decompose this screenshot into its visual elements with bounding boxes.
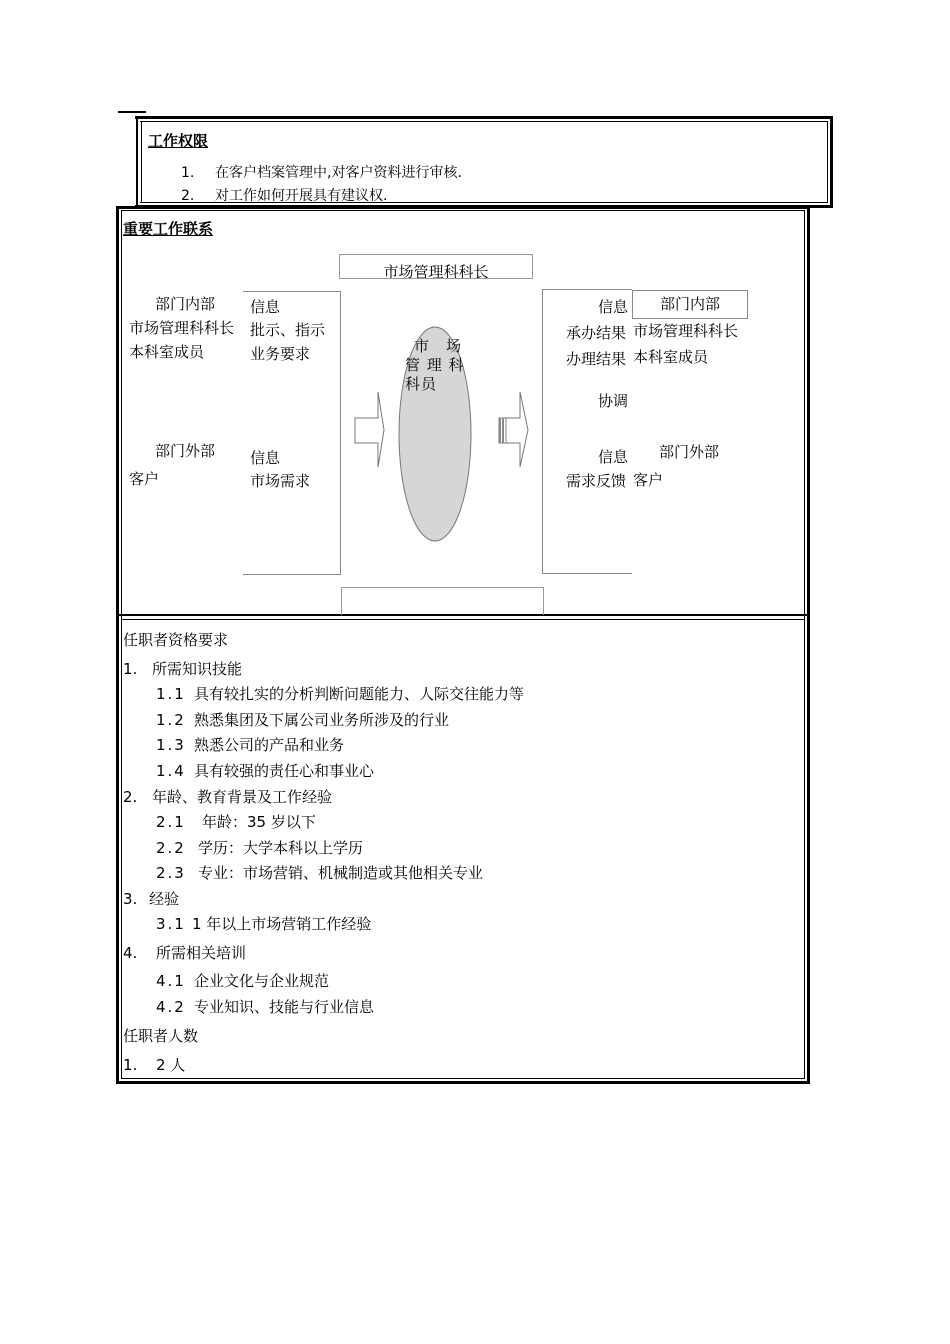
authority-item-number: 1. xyxy=(181,165,195,181)
section-divider-inner xyxy=(121,619,805,620)
left-internal-line: 市场管理科科长 xyxy=(129,319,235,337)
item-number: 2.1 xyxy=(156,813,186,831)
left-internal-info: 信息 xyxy=(250,298,281,316)
item-text: 企业文化与企业规范 xyxy=(194,972,330,990)
item-number: 4.1 xyxy=(156,972,186,990)
item-text: 专业知识、技能与行业信息 xyxy=(194,998,375,1016)
group-label: 经验 xyxy=(149,890,180,908)
item-text: 年龄：35 岁以下 xyxy=(202,813,316,831)
left-external-heading: 部门外部 xyxy=(155,442,216,460)
headcount-title: 任职者人数 xyxy=(123,1027,199,1045)
authority-left-rule-inner xyxy=(141,122,142,202)
qualification-item xyxy=(156,709,449,730)
item-number: 3.1 xyxy=(156,915,186,933)
qualification-group xyxy=(123,658,242,679)
right-internal-info: 信息 xyxy=(598,298,629,316)
right-coordinate: 协调 xyxy=(598,392,629,410)
supervisor-label: 市场管理科科长 xyxy=(383,263,489,279)
qualification-item xyxy=(156,913,371,934)
qualification-group xyxy=(123,888,179,909)
center-label-line: 管 理 科 xyxy=(405,356,465,374)
subordinate-box xyxy=(341,587,544,615)
item-text: 熟悉公司的产品和业务 xyxy=(194,736,345,754)
authority-left-rule xyxy=(136,116,138,208)
item-number: 4.2 xyxy=(156,998,186,1016)
left-external-info: 信息 xyxy=(250,449,281,467)
qualification-item xyxy=(156,970,329,991)
right-internal-info: 承办结果 xyxy=(566,324,627,342)
right-internal-line: 本科室成员 xyxy=(633,348,709,366)
supervisor-box xyxy=(339,254,533,279)
center-label-line: 市 场 xyxy=(414,337,463,355)
authority-item-text: 在客户档案管理中,对客户资料进行审核. xyxy=(215,165,462,181)
item-text: 熟悉集团及下属公司业务所涉及的行业 xyxy=(194,711,450,729)
group-number: 4. xyxy=(123,944,138,962)
right-internal-line: 市场管理科科长 xyxy=(633,322,739,340)
qualifications-title: 任职者资格要求 xyxy=(123,631,229,649)
group-number: 3. xyxy=(123,890,138,908)
qualification-item xyxy=(156,811,316,832)
center-label xyxy=(405,337,475,394)
left-internal-line: 本科室成员 xyxy=(129,343,205,361)
item-text: 专业：市场营销、机械制造或其他相关专业 xyxy=(198,864,484,882)
item-text: 具有较强的责任心和事业心 xyxy=(194,762,375,780)
group-number: 1. xyxy=(123,660,138,678)
group-label: 年龄、教育背景及工作经验 xyxy=(152,788,333,806)
authority-item xyxy=(181,162,462,182)
qualification-item xyxy=(156,683,524,704)
item-text: 具有较扎实的分析判断问题能力、人际交往能力等 xyxy=(194,685,525,703)
left-arrow-icon xyxy=(355,392,384,467)
right-internal-tag xyxy=(632,290,748,319)
right-external-info: 信息 xyxy=(598,448,629,466)
authority-item xyxy=(181,185,387,205)
headcount-value: 2 人 xyxy=(156,1056,186,1074)
headcount-number: 1. xyxy=(123,1056,138,1074)
left-internal-heading: 部门内部 xyxy=(155,295,216,313)
qualification-item xyxy=(156,862,483,883)
authority-title: 工作权限 xyxy=(148,132,209,150)
headcount-row xyxy=(123,1054,185,1075)
right-external-info: 需求反馈 xyxy=(566,472,627,490)
center-label-line: 科员 xyxy=(405,375,438,393)
right-external-heading: 部门外部 xyxy=(659,443,720,461)
authority-item-text: 对工作如何开展具有建议权. xyxy=(215,188,388,204)
qualification-item xyxy=(156,734,344,755)
item-text: 学历：大学本科以上学历 xyxy=(198,839,364,857)
right-external-line: 客户 xyxy=(633,471,664,489)
qualification-group xyxy=(123,942,246,963)
left-external-line: 客户 xyxy=(129,470,160,488)
qualification-item xyxy=(156,996,374,1017)
qualification-group xyxy=(123,786,332,807)
left-internal-info: 业务要求 xyxy=(250,345,311,363)
item-number: 1.3 xyxy=(156,736,186,754)
left-internal-info: 批示、指示 xyxy=(250,321,326,339)
qualification-item xyxy=(156,837,363,858)
left-external-info: 市场需求 xyxy=(250,472,311,490)
authority-item-number: 2. xyxy=(181,188,195,204)
item-number: 1.2 xyxy=(156,711,186,729)
relations-title: 重要工作联系 xyxy=(123,220,214,238)
top-rule xyxy=(118,111,146,113)
right-internal-tag-label: 部门内部 xyxy=(659,295,720,313)
item-number: 2.3 xyxy=(156,864,186,882)
qualification-item xyxy=(156,760,374,781)
group-label: 所需知识技能 xyxy=(152,660,243,678)
right-internal-info: 办理结果 xyxy=(566,350,627,368)
group-label: 所需相关培训 xyxy=(156,944,247,962)
item-number: 1.4 xyxy=(156,762,186,780)
group-number: 2. xyxy=(123,788,138,806)
item-number: 1.1 xyxy=(156,685,186,703)
item-text: 1 年以上市场营销工作经验 xyxy=(192,915,372,933)
item-number: 2.2 xyxy=(156,839,186,857)
